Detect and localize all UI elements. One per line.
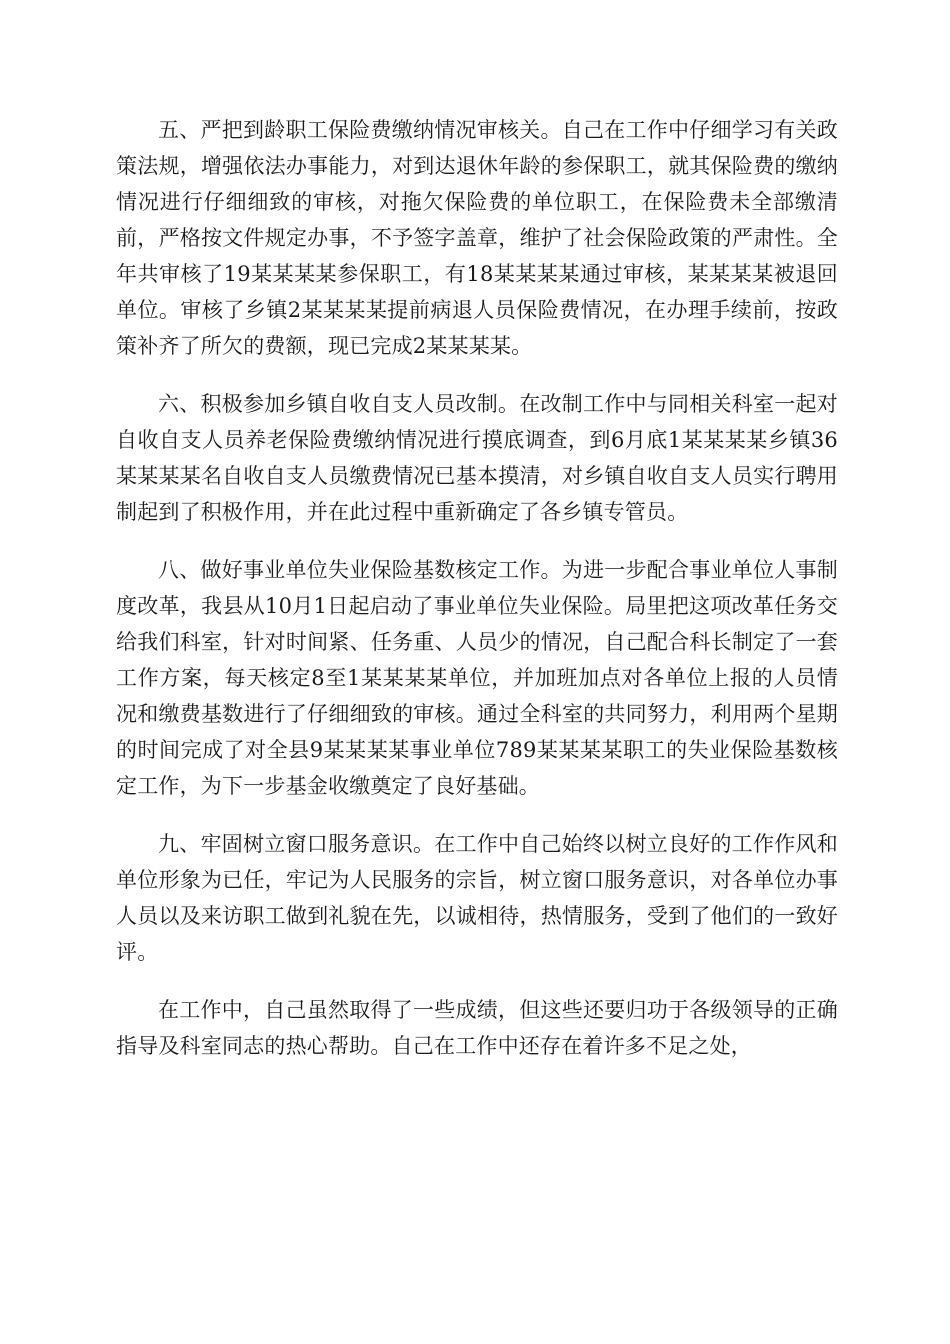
document-body: [116, 112, 838, 1086]
paragraph-section-5: 五、严把到龄职工保险费缴纳情况审核关。自己在工作中仔细学习有关政策法规，增强依法办事能力，对到达退休年龄的参保职工，就其保险费的缴纳情况进行仔细细致的审核，对拖欠保险费的单位职工，在保险费未全部缴清前，严格按文件规定办事，不予签字盖章，维护了社会保险政策的严肃性。全年共审核了19某某某某参保职工，有18某某某某通过审核，某某某某被退回单位。审核了乡镇2某某某某提前病退人员保险费情况，在办理手续前，按政策补齐了所欠的费额，现已完成2某某某某。: [116, 118, 838, 358]
paragraph-summary: 在工作中，自己虽然取得了一些成绩，但这些还要归功于各级领导的正确指导及科室同志的热心帮助。自己在工作中还存在着许多不足之处，: [116, 998, 838, 1058]
paragraph-section-9: 九、牢固树立窗口服务意识。在工作中自己始终以树立良好的工作作风和单位形象为已任，牢记为人民服务的宗旨，树立窗口服务意识，对各单位办事人员以及来访职工做到礼貌在先，以诚相待，热情服务，受到了他们的一致好评。: [116, 832, 838, 964]
paragraph-section-6: 六、积极参加乡镇自收自支人员改制。在改制工作中与同相关科室一起对自收自支人员养老保险费缴纳情况进行摸底调查，到6月底1某某某某乡镇36某某某某名自收自支人员缴费情况已基本摸清，对乡镇自收自支人员实行聘用制起到了积极作用，并在此过程中重新确定了各乡镇专管员。: [116, 392, 838, 524]
paragraph-section-8: 八、做好事业单位失业保险基数核定工作。为进一步配合事业单位人事制度改革，我县从10月1日起启动了事业单位失业保险。局里把这项改革任务交给我们科室，针对时间紧、任务重、人员少的情况，自己配合科长制定了一套工作方案，每天核定8至1某某某某单位，并加班加点对各单位上报的人员情况和缴费基数进行了仔细细致的审核。通过全科室的共同努力，利用两个星期的时间完成了对全县9某某某某事业单位789某某某某职工的失业保险基数核定工作，为下一步基金收缴奠定了良好基础。: [116, 558, 838, 798]
